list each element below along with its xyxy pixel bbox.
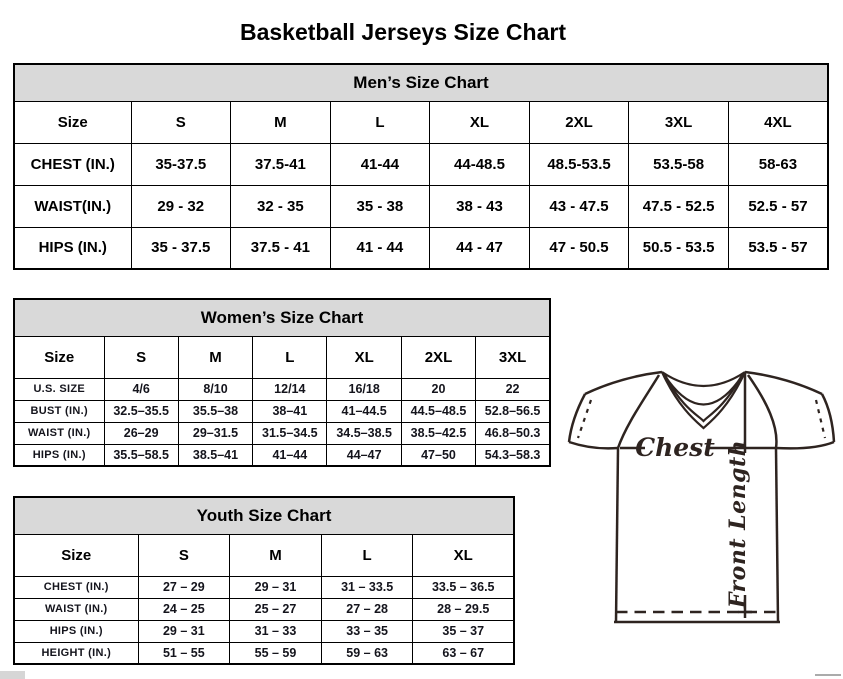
size-value-cell: 47 - 50.5 (529, 227, 629, 269)
size-value-cell: 31 – 33.5 (321, 576, 413, 598)
size-value-cell: 35 - 38 (330, 185, 430, 227)
table-title: Youth Size Chart (14, 497, 514, 534)
size-value-cell: 63 – 67 (413, 642, 514, 664)
size-value-cell: 52.5 - 57 (728, 185, 828, 227)
size-value-cell: 47.5 - 52.5 (629, 185, 729, 227)
column-header: L (253, 336, 327, 378)
size-value-cell: 35.5–58.5 (104, 444, 178, 466)
size-value-cell: 41–44.5 (327, 400, 401, 422)
size-value-cell: 55 – 59 (230, 642, 322, 664)
size-value-cell: 33 – 35 (321, 620, 413, 642)
column-header: M (230, 534, 322, 576)
measurement-row (14, 620, 514, 642)
row-label: U.S. SIZE (14, 378, 104, 400)
column-header: 3XL (629, 101, 729, 143)
size-value-cell: 27 – 28 (321, 598, 413, 620)
size-value-cell: 29 – 31 (138, 620, 230, 642)
size-value-cell: 43 - 47.5 (529, 185, 629, 227)
size-value-cell: 44.5–48.5 (401, 400, 475, 422)
size-value-cell: 44 - 47 (430, 227, 530, 269)
youth-size-chart-table (13, 496, 515, 665)
column-header: XL (327, 336, 401, 378)
size-value-cell: 35 – 37 (413, 620, 514, 642)
size-value-cell: 41-44 (330, 143, 430, 185)
column-header-row (14, 336, 550, 378)
row-label: WAIST (IN.) (14, 598, 138, 620)
size-value-cell: 44-48.5 (430, 143, 530, 185)
size-value-cell: 32.5–35.5 (104, 400, 178, 422)
row-label: CHEST (IN.) (14, 143, 131, 185)
size-value-cell: 4/6 (104, 378, 178, 400)
size-value-cell: 38–41 (253, 400, 327, 422)
page-corner-artifact-left (0, 671, 25, 679)
column-header: Size (14, 101, 131, 143)
size-value-cell: 34.5–38.5 (327, 422, 401, 444)
column-header: XL (430, 101, 530, 143)
column-header: M (231, 101, 331, 143)
size-value-cell: 46.8–50.3 (476, 422, 550, 444)
column-header: Size (14, 336, 104, 378)
womens-size-chart-table (13, 298, 551, 467)
column-header: L (330, 101, 430, 143)
measurement-row (14, 598, 514, 620)
size-value-cell: 31 – 33 (230, 620, 322, 642)
column-header: 4XL (728, 101, 828, 143)
size-value-cell: 47–50 (401, 444, 475, 466)
measurement-row (14, 185, 828, 227)
size-value-cell: 37.5 - 41 (231, 227, 331, 269)
size-value-cell: 28 – 29.5 (413, 598, 514, 620)
size-value-cell: 53.5 - 57 (728, 227, 828, 269)
column-header-row (14, 534, 514, 576)
size-value-cell: 58-63 (728, 143, 828, 185)
table-title: Men’s Size Chart (14, 64, 828, 101)
size-value-cell: 38 - 43 (430, 185, 530, 227)
row-label: HEIGHT (IN.) (14, 642, 138, 664)
table-title-row (14, 299, 550, 336)
table-title-row (14, 497, 514, 534)
size-value-cell: 24 – 25 (138, 598, 230, 620)
size-value-cell: 54.3–58.3 (476, 444, 550, 466)
row-label: HIPS (IN.) (14, 444, 104, 466)
size-value-cell: 38.5–41 (178, 444, 252, 466)
size-value-cell: 37.5-41 (231, 143, 331, 185)
size-value-cell: 29 - 32 (131, 185, 231, 227)
column-header: S (131, 101, 231, 143)
size-value-cell: 38.5–42.5 (401, 422, 475, 444)
size-value-cell: 20 (401, 378, 475, 400)
size-value-cell: 35.5–38 (178, 400, 252, 422)
size-value-cell: 12/14 (253, 378, 327, 400)
size-value-cell: 27 – 29 (138, 576, 230, 598)
column-header: S (104, 336, 178, 378)
column-header: Size (14, 534, 138, 576)
measurement-row (14, 444, 550, 466)
size-value-cell: 25 – 27 (230, 598, 322, 620)
size-value-cell: 35 - 37.5 (131, 227, 231, 269)
column-header: 2XL (401, 336, 475, 378)
column-header: XL (413, 534, 514, 576)
size-value-cell: 33.5 – 36.5 (413, 576, 514, 598)
measurement-row (14, 227, 828, 269)
measurement-row (14, 576, 514, 598)
row-label: BUST (IN.) (14, 400, 104, 422)
measurement-row (14, 642, 514, 664)
size-value-cell: 26–29 (104, 422, 178, 444)
size-value-cell: 22 (476, 378, 550, 400)
row-label: WAIST (IN.) (14, 422, 104, 444)
measurement-row (14, 422, 550, 444)
column-header: M (178, 336, 252, 378)
page-title: Basketball Jerseys Size Chart (239, 19, 566, 46)
row-label: CHEST (IN.) (14, 576, 138, 598)
jersey-measurement-diagram (557, 357, 839, 629)
size-value-cell: 8/10 (178, 378, 252, 400)
jersey-outline-icon (569, 372, 834, 622)
page-corner-artifact-right (815, 674, 841, 676)
size-value-cell: 59 – 63 (321, 642, 413, 664)
size-value-cell: 44–47 (327, 444, 401, 466)
column-header: S (138, 534, 230, 576)
measurement-row (14, 378, 550, 400)
table-title: Women’s Size Chart (14, 299, 550, 336)
row-label: WAIST(IN.) (14, 185, 131, 227)
size-value-cell: 51 – 55 (138, 642, 230, 664)
size-value-cell: 48.5-53.5 (529, 143, 629, 185)
size-value-cell: 52.8–56.5 (476, 400, 550, 422)
size-value-cell: 41–44 (253, 444, 327, 466)
row-label: HIPS (IN.) (14, 620, 138, 642)
row-label: HIPS (IN.) (14, 227, 131, 269)
size-value-cell: 16/18 (327, 378, 401, 400)
size-value-cell: 41 - 44 (330, 227, 430, 269)
column-header: 2XL (529, 101, 629, 143)
table-title-row (14, 64, 828, 101)
size-value-cell: 29–31.5 (178, 422, 252, 444)
measurement-row (14, 400, 550, 422)
chest-label: Chest (635, 433, 715, 462)
size-value-cell: 31.5–34.5 (253, 422, 327, 444)
front-length-label: Front Length (725, 439, 751, 609)
column-header: L (321, 534, 413, 576)
size-value-cell: 50.5 - 53.5 (629, 227, 729, 269)
size-value-cell: 32 - 35 (231, 185, 331, 227)
column-header: 3XL (476, 336, 550, 378)
size-value-cell: 29 – 31 (230, 576, 322, 598)
mens-size-chart-table (13, 63, 829, 270)
size-value-cell: 35-37.5 (131, 143, 231, 185)
size-value-cell: 53.5-58 (629, 143, 729, 185)
column-header-row (14, 101, 828, 143)
measurement-row (14, 143, 828, 185)
